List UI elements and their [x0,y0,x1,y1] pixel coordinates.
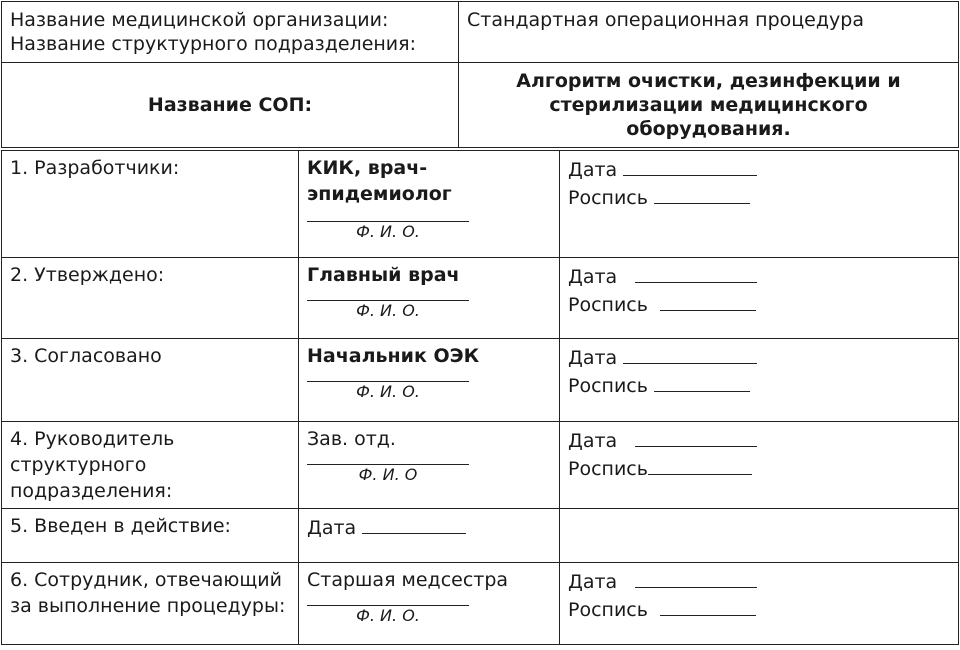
date-field[interactable] [623,343,757,364]
fio-caption: Ф. И. О. [307,221,469,242]
date-label: Дата [568,159,618,181]
role-text: Главный врач [307,264,460,286]
role-text: эпидемиолог [307,183,452,205]
row-label-cell [2,151,299,258]
date-label: Дата [568,266,618,288]
date-sign-cell [560,422,959,509]
row-label: подразделения: [10,480,173,502]
signature-field[interactable] [648,454,752,475]
approval-table [1,150,959,645]
date-label: Дата [568,571,618,593]
role-cell [299,339,560,422]
date-label: Дата [307,517,357,539]
signature-field[interactable] [654,371,750,392]
sop-title-line1: Алгоритм очистки, дезинфекции и [516,70,901,92]
table-row [2,258,959,339]
fio-caption: Ф. И. О [307,464,469,485]
fio-caption: Ф. И. О. [307,381,469,402]
header-table [1,1,959,148]
date-sign-cell [560,258,959,339]
fio-caption: Ф. И. О. [307,605,469,626]
empty-cell [560,509,959,563]
row-label-cell [2,422,299,509]
org-info-cell [2,2,459,63]
sop-label: Название СОП: [147,94,313,116]
signature-field[interactable] [660,290,756,311]
row-label: за выполнение процедуры: [10,595,286,617]
row-label-cell [2,563,299,645]
role-cell [299,422,560,509]
role-text: Зав. отд. [307,428,396,450]
sign-label: Роспись [568,294,648,316]
role-text: Старшая медсестра [307,569,509,591]
role-cell [299,258,560,339]
row-label-cell [2,509,299,563]
date-sign-cell [560,339,959,422]
table-row [2,422,959,509]
signature-field[interactable] [654,183,750,204]
table-row [2,509,959,563]
intro-date-cell [299,509,560,563]
date-label: Дата [568,347,618,369]
date-sign-cell [560,151,959,258]
table-row [2,339,959,422]
sign-label: Роспись [568,187,648,209]
role-text: КИК, врач- [307,157,428,179]
date-field[interactable] [362,513,466,534]
row-label: 4. Руководитель [10,428,175,450]
fio-caption: Ф. И. О. [307,300,469,321]
department-name-label: Название структурного подразделения: [10,33,416,55]
row-label: 5. Введен в действие: [10,515,231,537]
row-label: структурного [10,454,147,476]
signature-field[interactable] [660,595,756,616]
row-label: 1. Разработчики: [10,157,180,179]
row-label-cell [2,258,299,339]
row-label: 6. Сотрудник, отвечающий [10,569,282,591]
sign-label: Роспись [568,458,648,480]
table-row [2,563,959,645]
date-field[interactable] [635,426,757,447]
role-cell [299,151,560,258]
sign-label: Роспись [568,599,648,621]
row-label-cell [2,339,299,422]
doc-type-text: Стандартная операционная процедура [467,9,864,31]
date-sign-cell [560,563,959,645]
sop-title-line2: стерилизации медицинского оборудования. [549,94,868,140]
row-label: 2. Утверждено: [10,264,165,286]
sop-title-cell [459,63,959,148]
role-text: Начальник ОЭК [307,345,480,367]
date-field[interactable] [623,155,757,176]
sign-label: Роспись [568,375,648,397]
role-cell [299,563,560,645]
doc-type-cell [459,2,959,63]
table-row [2,151,959,258]
org-name-label: Название медицинской организации: [10,9,389,31]
date-field[interactable] [635,567,757,588]
row-label: 3. Согласовано [10,345,162,367]
date-field[interactable] [635,262,757,283]
date-label: Дата [568,430,618,452]
sop-label-cell [2,63,459,148]
